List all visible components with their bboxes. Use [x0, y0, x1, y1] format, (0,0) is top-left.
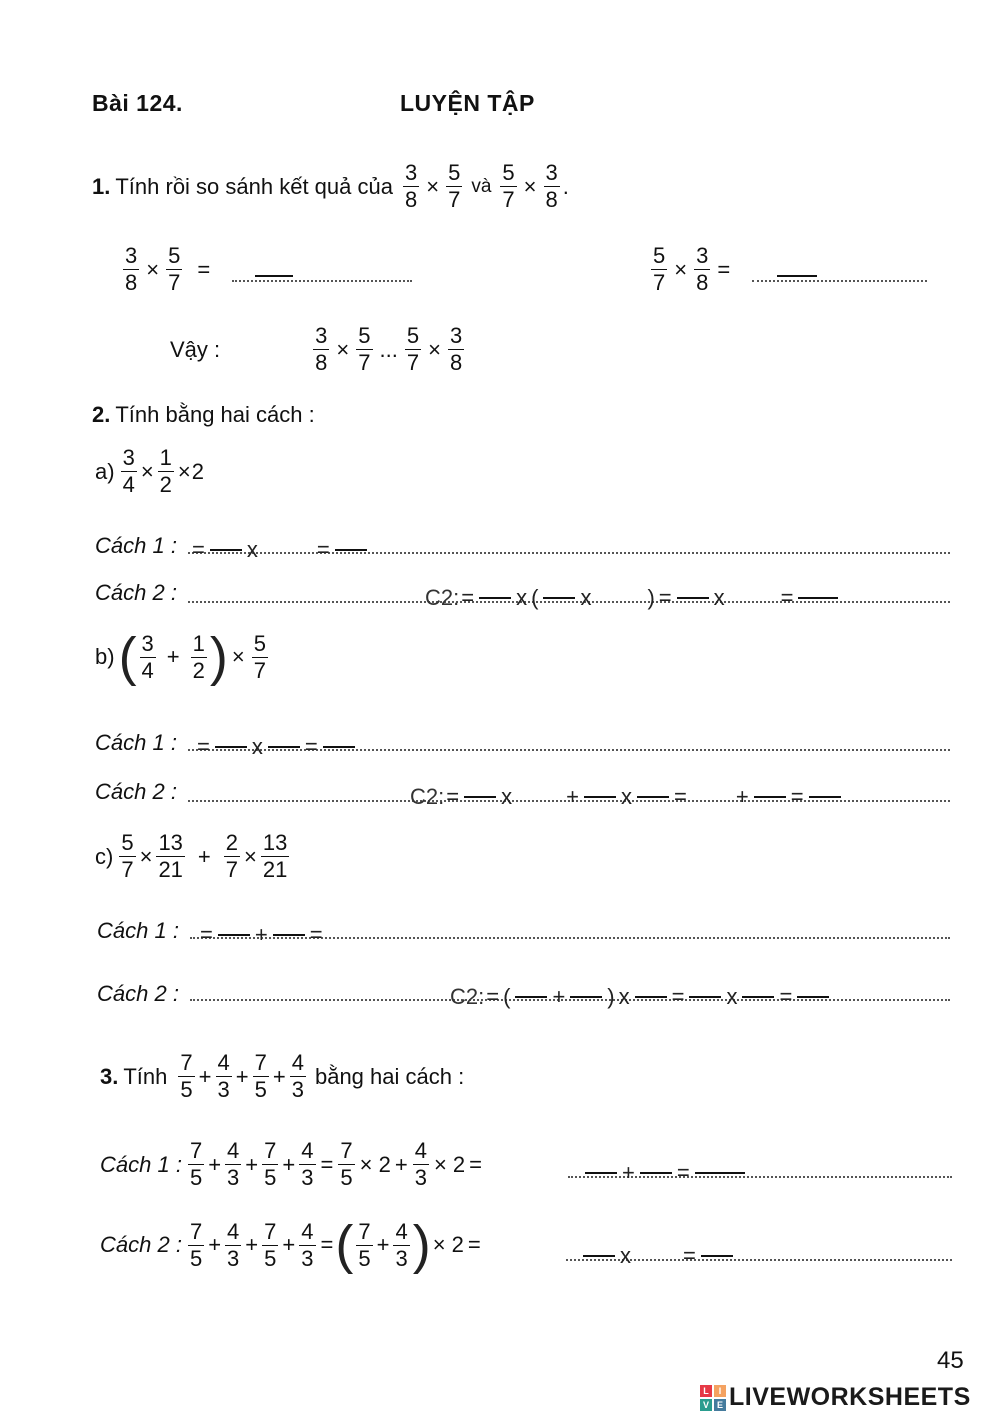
- plus-sign: +: [245, 1151, 259, 1177]
- ex3-way2: Cách 2 : $\frac{7}{5}$ + $\frac{4}{3}$ + $\frac{7}{5}$ + $\frac{4}{3}$ = ( $\frac{7}{5}$ + $\frac{4}{3}$ ) × 2 =: [100, 1215, 481, 1275]
- fraction: $\frac{4}{3}$: [301, 1138, 314, 1190]
- way2-label: Cách 2 :: [100, 1232, 182, 1257]
- way1-label: Cách 1 :: [100, 1151, 182, 1177]
- fraction: $\frac{3}{4}$: [141, 630, 154, 683]
- way1-label: Cách 1 :: [95, 730, 177, 755]
- fraction: $\frac{5}{7}$: [121, 830, 134, 882]
- logo-icon: L I V E: [700, 1385, 726, 1411]
- times-sign: ×: [231, 644, 245, 669]
- plus-sign: +: [208, 1151, 222, 1177]
- plus-sign: +: [245, 1232, 259, 1257]
- way2-label: Cách 2 :: [95, 779, 177, 804]
- way1-label: Cách 1 :: [97, 918, 179, 943]
- ex2c-expression: [95, 830, 292, 883]
- times-two: × 2: [359, 1151, 391, 1177]
- handwriting: x =: [580, 1243, 736, 1269]
- answer-line[interactable]: [752, 280, 927, 282]
- fraction: $\frac{4}{3}$: [301, 1218, 314, 1271]
- fraction: $\frac{1}{2}$: [159, 445, 172, 497]
- times-sign: ×: [674, 256, 688, 282]
- handwriting: = x =: [190, 537, 370, 563]
- times-sign: ×: [244, 843, 257, 869]
- ex2-prompt: [92, 402, 315, 428]
- handwriting: + =: [582, 1160, 748, 1186]
- ex3-prompt: [100, 1050, 464, 1103]
- plus-sign: +: [376, 1232, 390, 1257]
- conclusion-label: Vậy :: [170, 336, 221, 362]
- answer-line[interactable]: [232, 280, 412, 282]
- ex3-way1: [100, 1138, 484, 1191]
- way2-label: Cách 2 :: [97, 981, 179, 1006]
- fraction: $\frac{4}{3}$: [217, 1050, 230, 1102]
- fraction: $\frac{3}{8}$: [449, 323, 463, 375]
- equals-sign: =: [469, 1151, 482, 1177]
- part-a-label: a): [95, 458, 115, 484]
- fraction: $\frac{3}{8}$: [696, 243, 709, 295]
- way2-label: Cách 2 :: [95, 580, 177, 605]
- fraction: $\frac{4}{3}$: [227, 1138, 240, 1190]
- times-sign: ×: [140, 458, 154, 484]
- fraction: $\frac{4}{3}$: [291, 1050, 304, 1102]
- way1-label: Cách 1 :: [95, 533, 177, 558]
- equals-sign: =: [320, 1151, 334, 1177]
- part-b-label: b): [95, 644, 115, 669]
- fraction: $\frac{7}{5}$: [189, 1138, 203, 1190]
- fraction: $\frac{1}{2}$: [192, 630, 205, 683]
- fraction: $\frac{5}{7}$: [448, 160, 461, 212]
- handwriting: C2: = x + x = + =: [410, 784, 844, 810]
- handwritten-blank: [255, 275, 293, 277]
- times-sign: ×: [523, 173, 537, 199]
- equals-sign: =: [717, 256, 731, 282]
- handwriting: C2: = x ( x ) = x =: [425, 585, 841, 611]
- fraction: $\frac{13}{21}$: [262, 830, 288, 882]
- fraction: $\frac{3}{8}$: [545, 160, 558, 212]
- ex1-conclusion: [170, 323, 467, 376]
- times-sign: ×: [428, 336, 441, 362]
- number: 2: [191, 458, 205, 484]
- fraction: $\frac{5}{7}$: [168, 243, 181, 295]
- fraction: $\frac{5}{7}$: [502, 160, 515, 212]
- ex1-text: Tính rồi so sánh kết quả của: [115, 173, 393, 199]
- ex2b-expression: b) ( $\frac{3}{4}$ + $\frac{1}{2}$ ) × $\frac{5}{7}$: [95, 627, 266, 687]
- times-sign: ×: [146, 256, 160, 282]
- compare-blank[interactable]: ...: [379, 336, 398, 362]
- ex1-prompt: 1. Tính rồi so sánh kết quả của $\frac{3}{8}$ × $\frac{5}{7}$ và $\frac{5}{7}$ × $\frac{3}{8}$ .: [92, 160, 569, 212]
- ex1-right-expression: [648, 243, 734, 296]
- ex1-number: 1.: [92, 173, 111, 199]
- handwriting: C2: = ( + ) x = x =: [450, 984, 832, 1010]
- plus-sign: +: [282, 1232, 296, 1257]
- and-word: và: [471, 175, 492, 197]
- fraction: $\frac{7}{5}$: [189, 1218, 203, 1271]
- plus-sign: +: [394, 1151, 408, 1177]
- fraction: $\frac{4}{3}$: [227, 1218, 240, 1271]
- fraction: $\frac{7}{5}$: [264, 1138, 277, 1190]
- handwriting: = + =: [200, 922, 323, 947]
- ex1-left-expression: [120, 243, 214, 296]
- plus-sign: +: [197, 843, 211, 869]
- plus-sign: +: [198, 1063, 212, 1089]
- lesson-title: LUYỆN TẬP: [400, 90, 535, 116]
- fraction: $\frac{4}{3}$: [414, 1138, 427, 1190]
- equals-sign: =: [320, 1232, 334, 1257]
- times-sign: ×: [336, 336, 350, 362]
- fraction: $\frac{2}{7}$: [225, 830, 239, 882]
- handwritten-blank: [777, 275, 817, 277]
- fraction: $\frac{5}{7}$: [406, 323, 420, 375]
- fraction: $\frac{7}{5}$: [358, 1218, 371, 1271]
- plus-sign: +: [208, 1232, 222, 1257]
- fraction: $\frac{3}{8}$: [315, 323, 328, 375]
- fraction: $\frac{3}{8}$: [125, 243, 138, 295]
- ex2-text: Tính bằng hai cách :: [115, 402, 315, 427]
- times-sign: ×: [426, 173, 440, 199]
- fraction: $\frac{5}{7}$: [358, 323, 371, 375]
- page-number: 45: [937, 1347, 964, 1374]
- plus-sign: +: [166, 644, 180, 669]
- handwriting: = x =: [195, 734, 358, 760]
- fraction: $\frac{7}{5}$: [340, 1138, 353, 1190]
- times-two: × 2: [433, 1151, 466, 1177]
- brand-name: LIVEWORKSHEETS: [729, 1383, 971, 1411]
- times-sign: ×: [139, 843, 153, 869]
- fraction: $\frac{7}{5}$: [264, 1218, 277, 1271]
- plus-sign: +: [235, 1063, 249, 1089]
- fraction: $\frac{4}{3}$: [395, 1218, 408, 1271]
- fraction: $\frac{5}{7}$: [253, 630, 266, 683]
- fraction: $\frac{3}{4}$: [122, 445, 135, 497]
- part-c-label: c): [95, 843, 114, 869]
- equals-sign: =: [197, 256, 211, 282]
- fraction: $\frac{7}{5}$: [254, 1050, 267, 1102]
- fraction: $\frac{5}{7}$: [653, 243, 666, 295]
- ex3-suffix: bằng hai cách :: [314, 1063, 465, 1089]
- liveworksheets-logo: [700, 1383, 971, 1412]
- fraction: $\frac{7}{5}$: [180, 1050, 193, 1102]
- times-two: × 2: [432, 1232, 464, 1257]
- ex3-number: 3.: [100, 1063, 119, 1089]
- ex2-number: 2.: [92, 402, 111, 427]
- fraction: $\frac{3}{8}$: [404, 160, 418, 212]
- ex3-word: Tính: [123, 1063, 168, 1089]
- plus-sign: +: [282, 1151, 296, 1177]
- ex2a-expression: [95, 445, 204, 498]
- equals-sign: =: [467, 1232, 481, 1257]
- fraction: $\frac{13}{21}$: [158, 830, 183, 882]
- lesson-number: Bài 124.: [92, 90, 183, 116]
- times-sign: ×: [177, 458, 191, 484]
- plus-sign: +: [272, 1063, 286, 1089]
